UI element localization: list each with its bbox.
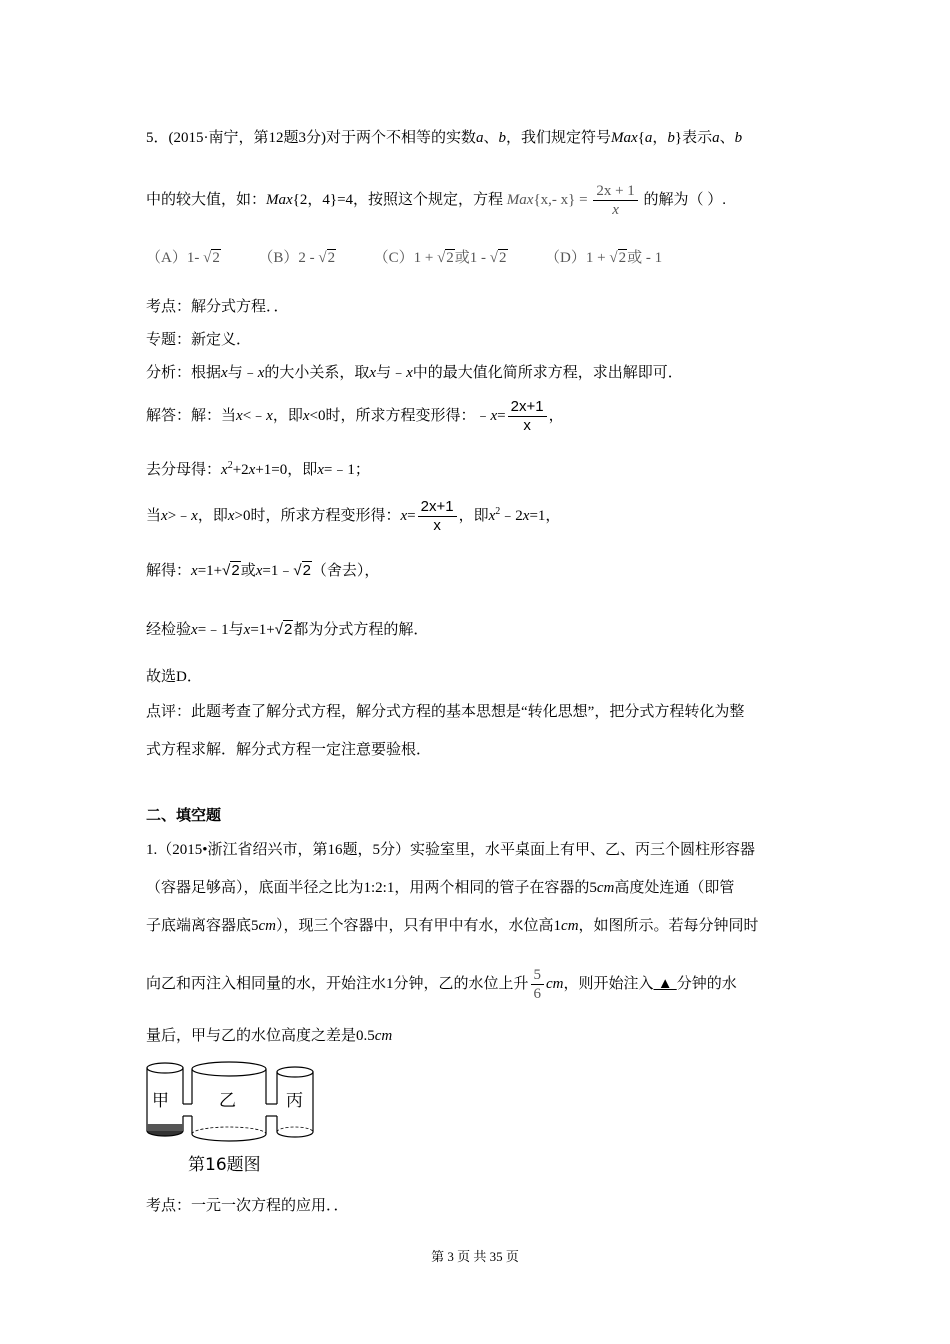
s2-p5: 量后，甲与乙的水位高度之差是0.5cm xyxy=(146,1028,393,1044)
answer-blank: ▲ xyxy=(653,975,677,992)
jiede: 解得：x=1+√2或x=1﹣√2（舍去）， xyxy=(146,562,380,579)
label-jia: 甲 xyxy=(152,1091,169,1111)
equation-fraction: $\frac{2x + 1}{x}$ xyxy=(593,182,637,219)
option-a: （A）1- √2 xyxy=(146,250,220,266)
five-sixths: $\frac{5}{6}$ xyxy=(531,966,545,1003)
label-yi: 乙 xyxy=(219,1091,236,1111)
s2-p2: （容器足够高），底面半径之比为1:2:1，用两个相同的管子在容器的5cm高度处连通（即管 xyxy=(146,880,735,896)
s2-p3: 子底端离容器底5cm），现三个容器中，只有甲中有水，水位高1cm，如图所示。若每分钟同时 xyxy=(146,918,759,934)
fenxi: 分析：根据x与﹣x的大小关系，取x与﹣x中的最大值化简所求方程，求出解即可． xyxy=(146,365,683,381)
figure-caption: 第16题图 xyxy=(188,1155,261,1175)
option-c: （C）1 + √2或1 - √2 xyxy=(373,250,507,266)
dang: 当x>﹣x，即x>0时，所求方程变形得：x= $\frac{2x+1}{x}$ ，即$x^2﹣2x=1$， xyxy=(146,498,561,535)
kaodian-2: 考点：一元一次方程的应用．． xyxy=(146,1198,349,1214)
guxuan: 故选D． xyxy=(146,669,202,685)
s2-p4: 向乙和丙注入相同量的水，开始注水1分钟，乙的水位上升 $\frac{5}{6}$ cm，则开始注入 ▲ 分钟的水 xyxy=(146,967,737,1003)
label-bing: 丙 xyxy=(286,1091,303,1111)
q5-line1: 5．(2015·南宁，第12题3分)对于两个不相等的实数a、b，我们规定符号Max{a，b}表示a、b xyxy=(146,130,743,146)
dianping-2: 式方程求解．解分式方程一定注意要验根． xyxy=(146,742,432,758)
jianyan: 经检验x=﹣1与x=1+√2都为分式方程的解． xyxy=(146,621,429,638)
jieda: 解答：解：当x<﹣x，即x<0时，所求方程变形得：﹣x= $\frac{2x+1}{x}$ ， xyxy=(146,398,564,435)
zhuanti: 专题：新定义． xyxy=(146,332,252,348)
qufenmu: 去分母得：$x^2+2x+1=0$，即x=﹣1； xyxy=(146,460,370,478)
container-figure xyxy=(146,1058,336,1181)
q5-line2: 中的较大值，如：Max{2，4}=4，按照这个规定，方程 Max{x,- x} = $\frac{2x + 1}{x}$ 的解为（ ）. xyxy=(146,183,727,219)
dianping-1: 点评：此题考查了解分式方程，解分式方程的基本思想是“转化思想”，把分式方程转化为整 xyxy=(146,704,745,720)
max-equation: Max{x,- x} = xyxy=(506,192,588,208)
dang-fraction: $\frac{2x+1}{x}$ xyxy=(418,498,457,535)
s2-p1: 1.（2015•浙江省绍兴市，第16题，5分）实验室里，水平桌面上有甲、乙、丙三个圆柱形容器 xyxy=(146,842,756,858)
option-b: （B）2 - √2 xyxy=(258,250,336,266)
q5-options xyxy=(146,248,662,268)
option-d: （D）1 + √2或 - 1 xyxy=(545,250,663,266)
page-footer: 第 3 页 共 35 页 xyxy=(431,1249,519,1264)
section-heading: 二、填空题 xyxy=(146,808,222,824)
jieda-fraction: $\frac{2x+1}{x}$ xyxy=(508,398,547,435)
kaodian: 考点：解分式方程．． xyxy=(146,299,289,315)
